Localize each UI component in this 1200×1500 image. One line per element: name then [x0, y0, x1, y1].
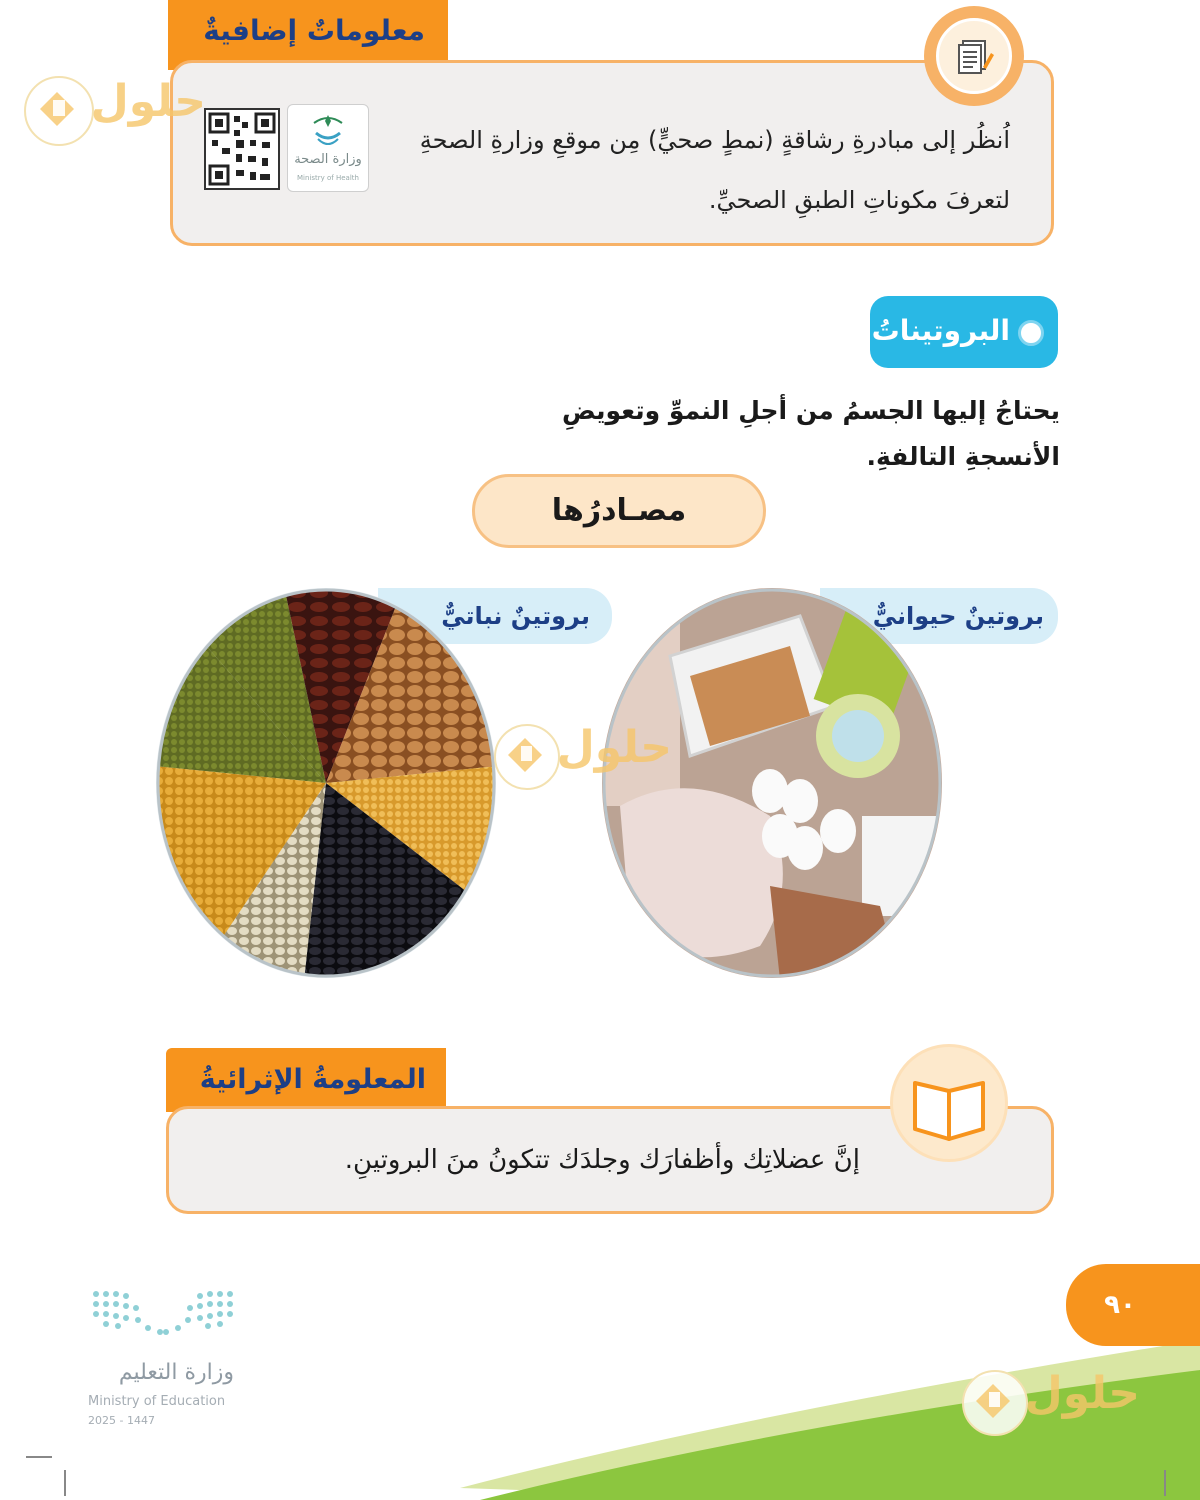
open-book-icon — [890, 1044, 1008, 1162]
ministry-year: 2025 - 1447 — [88, 1414, 155, 1427]
ministry-of-education-arabic: وزارة التعليم — [118, 1360, 234, 1385]
watermark-logo-icon — [494, 724, 560, 790]
moh-logo-arabic: وزارة الصحة — [294, 152, 362, 167]
crop-mark — [64, 1470, 66, 1496]
animal-protein-label: بروتينٌ حيوانيٌّ — [872, 602, 1044, 630]
bullet-dot-icon — [1018, 320, 1044, 346]
watermark-text: حلول — [1024, 1368, 1140, 1419]
info-box-text: اُنظُر إلى مبادرةِ رشاقةٍ (نمطٍ صحيٍّ) مِن موقعِ وزارةِ الصحةِ لتعرفَ مكوناتِ الطبقِ الصحيِّ. — [419, 126, 1010, 214]
qr-code-icon[interactable] — [204, 108, 280, 190]
info-box-title: معلوماتٌ إضافيةٌ — [203, 14, 425, 47]
sources-label: مصـادرُها — [551, 493, 687, 528]
watermark-text: حلول — [90, 76, 206, 127]
enrichment-text: إنَّ عضلاتِك وأظفارَك وجلدَك تتكونُ منَ البروتينِ. — [344, 1145, 860, 1175]
animal-protein-image — [600, 586, 944, 980]
plant-protein-image — [154, 586, 498, 980]
enrichment-title: المعلومةُ الإثرائيةُ — [199, 1064, 426, 1095]
proteins-description: يحتاجُ إليها الجسمُ من أجلِ النموِّ وتعويضِ الأنسجةِ التالفةِ. — [562, 396, 1060, 471]
ministry-of-education-logo-icon — [90, 1288, 236, 1338]
notes-icon — [936, 18, 1012, 94]
crop-mark — [26, 1456, 52, 1458]
page-number: ٩٠ — [1104, 1290, 1136, 1320]
proteins-heading: البروتيناتُ: — [860, 314, 1010, 347]
moh-logo-english: Ministry of Health — [297, 174, 359, 182]
crop-mark — [1164, 1470, 1166, 1496]
watermark-text: حلول — [556, 722, 672, 773]
ministry-of-education-english: Ministry of Education — [88, 1394, 226, 1409]
plant-protein-label: بروتينٌ نباتيٌّ — [441, 602, 590, 630]
watermark-logo-icon — [962, 1370, 1028, 1436]
watermark-logo-icon — [24, 76, 94, 146]
